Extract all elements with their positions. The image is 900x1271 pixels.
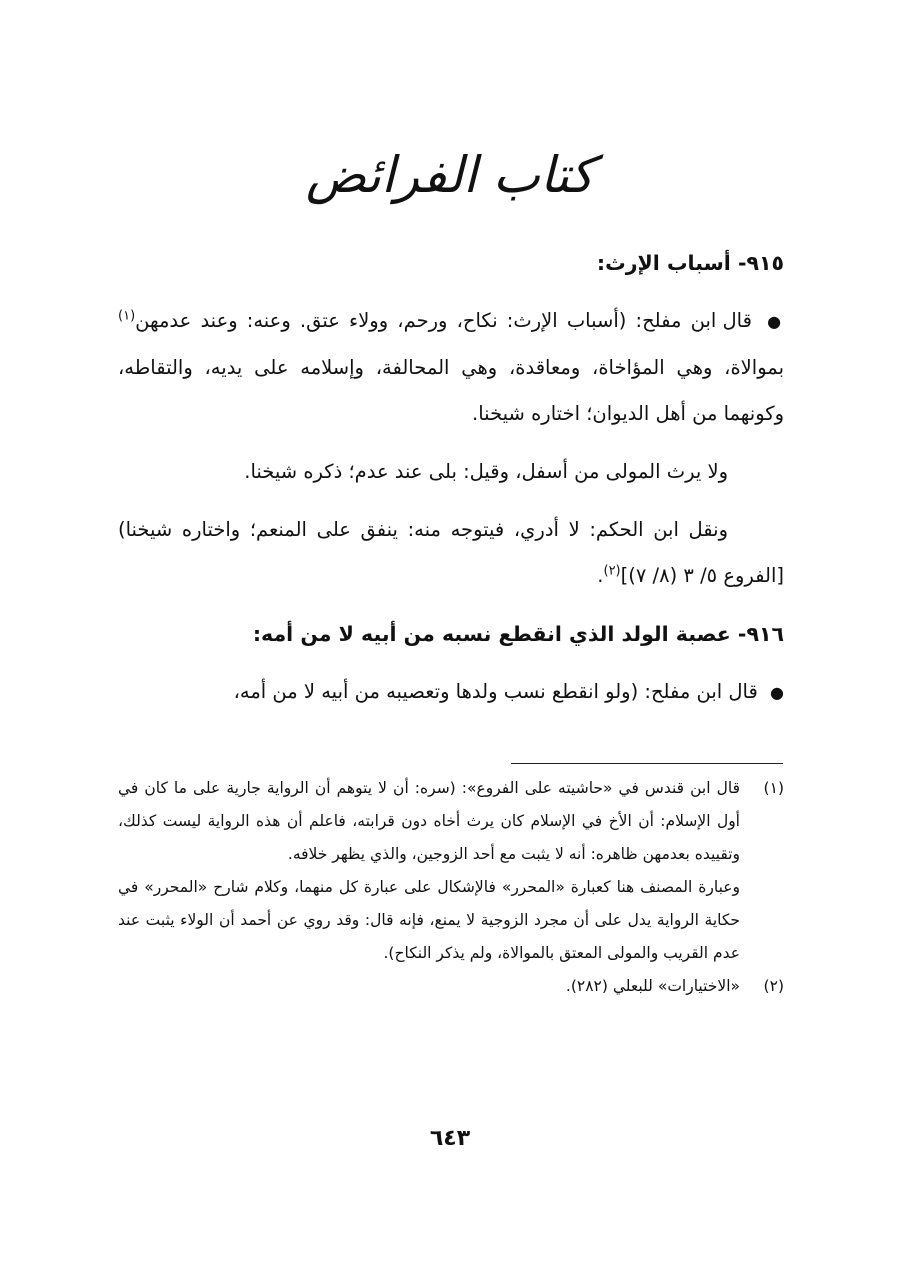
footnote-text: «الاختيارات» للبعلي (٢٨٢). xyxy=(565,977,740,995)
main-text xyxy=(118,240,784,728)
page-number: ٦٤٣ xyxy=(429,1126,471,1151)
footnote-text: قال ابن قندس في «حاشيته على الفروع»: (سره: أن لا يتوهم أن الرواية جارية على ما كان في أول الإسلام: أن الأخ في الإسلام كان يرث أخاه دون قرابته، فاعلم أن هذه الرواية ليست كذلك، وتقييده بعدمهن ظاهره: أنه لا يثبت مع أحد الزوجين، والذي يظهر خلافه. xyxy=(118,779,740,863)
bullet-icon: ● xyxy=(767,312,784,331)
paragraph-915-1 xyxy=(118,298,784,437)
footnote-divider xyxy=(511,763,783,764)
footnote-text: وعبارة المصنف هنا كعبارة «المحرر» فالإشكال على عبارة كل منهما، وكلام شارح «المحرر» في حكاية الرواية يدل على أن مجرد الزوجية لا يمنع، فإنه قال: وقد روي عن أحمد أن الولاء يثبت عند عدم القريب والمولى المعتق بالموالاة، ولم يذكر النكاح). xyxy=(118,878,740,962)
paragraph-916-1 xyxy=(118,669,784,716)
chapter-title: كتاب الفرائض xyxy=(305,146,595,204)
bullet-icon: ● xyxy=(770,683,784,702)
footnote-number: (١) xyxy=(763,779,784,797)
footnote-marker-1[interactable]: (١) xyxy=(118,308,136,324)
footnotes xyxy=(118,772,784,1003)
paragraph-text: قال ابن مفلح: (ولو انقطع نسب ولدها وتعصيبه من أبيه لا من أمه، xyxy=(233,680,758,703)
footnote-2 xyxy=(118,970,784,1003)
footnote-marker-2[interactable]: (٢) xyxy=(603,563,621,579)
footnote-1 xyxy=(118,772,784,970)
section-heading-915: ٩١٥- أسباب الإرث: xyxy=(596,251,784,275)
paragraph-text: . xyxy=(597,564,604,587)
paragraph-text: ونقل ابن الحكم: لا أدري، فيتوجه منه: ينفق على المنعم؛ واختاره شيخنا) [الفروع ٥/ ٣ (٨/ ٧)] xyxy=(118,518,784,587)
paragraph-text: بموالاة، وهي المؤاخاة، ومعاقدة، وهي المحالفة، وإسلامه على يديه، والتقاطه، وكونهما من أهل الديوان؛ اختاره شيخنا. xyxy=(118,356,784,425)
section-heading-916: ٩١٦- عصبة الولد الذي انقطع نسبه من أبيه لا من أمه: xyxy=(252,622,784,646)
paragraph-915-2: ولا يرث المولى من أسفل، وقيل: بلى عند عدم؛ ذكره شيخنا. xyxy=(244,460,728,483)
paragraph-915-3 xyxy=(118,507,784,599)
paragraph-text: قال ابن مفلح: (أسباب الإرث: نكاح، ورحم، وولاء عتق. وعنه: وعند عدمهن xyxy=(135,309,752,332)
footnote-number: (٢) xyxy=(763,977,784,995)
